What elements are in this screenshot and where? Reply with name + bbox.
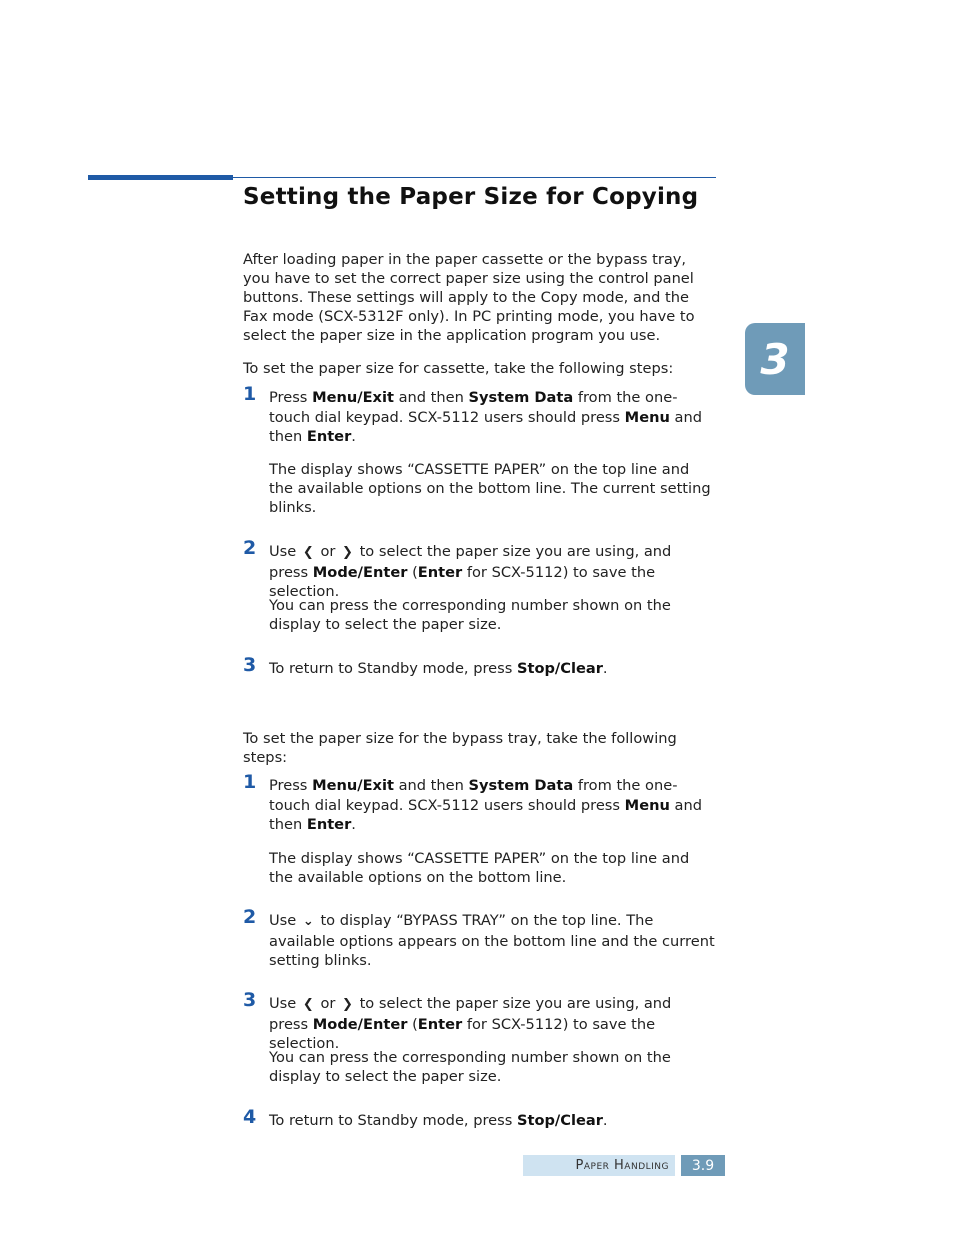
cassette-step-3	[243, 654, 715, 679]
cassette-lead	[243, 359, 715, 378]
bypass-step-1	[243, 771, 715, 835]
bypass-step-3	[243, 989, 715, 1054]
right-arrow-icon: ❯	[342, 997, 353, 1012]
bypass-note-2: You can press the corresponding number shown on the display to select the paper size.	[269, 1049, 671, 1085]
left-arrow-icon: ❮	[302, 545, 314, 560]
step-text: Press Menu/Exit and then System Data from the one-touch dial keypad. SCX-5112 users should press Menu and then Enter.	[269, 389, 702, 445]
step-text: To return to Standby mode, press Stop/Clear.	[269, 660, 608, 677]
step-text: Use ⌄ to display “BYPASS TRAY” on the top line. The available options appears on the bottom line and the current setting blinks.	[269, 912, 715, 969]
cassette-step-2	[243, 537, 715, 602]
intro-paragraph	[243, 250, 715, 345]
footer-page-number: 3.9	[681, 1155, 725, 1176]
cassette-lead-text: To set the paper size for cassette, take the following steps:	[243, 360, 674, 377]
header-rule-thick	[88, 175, 233, 180]
footer-section-label: Paper Handling	[523, 1155, 675, 1176]
right-arrow-icon: ❯	[342, 545, 353, 560]
left-arrow-icon: ❮	[302, 997, 314, 1012]
down-arrow-icon: ⌄	[302, 914, 314, 929]
bypass-note-1: The display shows “CASSETTE PAPER” on the top line and the available options on the bottom line.	[269, 850, 690, 886]
step-number: 2	[243, 537, 257, 559]
page-title: Setting the Paper Size for Copying	[243, 184, 699, 210]
bypass-lead-text: To set the paper size for the bypass tray, take the following steps:	[243, 730, 677, 766]
cassette-note-1: The display shows “CASSETTE PAPER” on the top line and the available options on the bottom line. The current setting blinks.	[269, 461, 711, 516]
header-rule-thin	[233, 177, 716, 178]
bypass-lead	[243, 729, 715, 767]
step-text: To return to Standby mode, press Stop/Clear.	[269, 1112, 608, 1129]
step-number: 3	[243, 989, 257, 1011]
step-number: 1	[243, 771, 257, 793]
cassette-step-1	[243, 383, 715, 447]
step-text: Use ❮ or ❯ to select the paper size you are using, and press Mode/Enter (Enter for SCX-5112) to save the selection.	[269, 995, 672, 1052]
step-text: Use ❮ or ❯ to select the paper size you are using, and press Mode/Enter (Enter for SCX-5112) to save the selection.	[269, 543, 672, 600]
step-number: 3	[243, 654, 257, 676]
step-number: 1	[243, 383, 257, 405]
chapter-tab: 3	[745, 323, 805, 395]
intro-text: After loading paper in the paper cassette or the bypass tray, you have to set the correct paper size using the control panel buttons. These settings will apply to the Copy mode, and the Fax mode (SCX-5312F only). In PC printing mode, you have to select the paper size in the application program you use.	[243, 251, 695, 344]
cassette-note-2: You can press the corresponding number shown on the display to select the paper size.	[269, 597, 671, 633]
step-number: 4	[243, 1106, 257, 1128]
step-number: 2	[243, 906, 257, 928]
step-text: Press Menu/Exit and then System Data from the one-touch dial keypad. SCX-5112 users should press Menu and then Enter.	[269, 777, 702, 833]
bypass-step-4	[243, 1106, 715, 1131]
bypass-step-2	[243, 906, 715, 971]
